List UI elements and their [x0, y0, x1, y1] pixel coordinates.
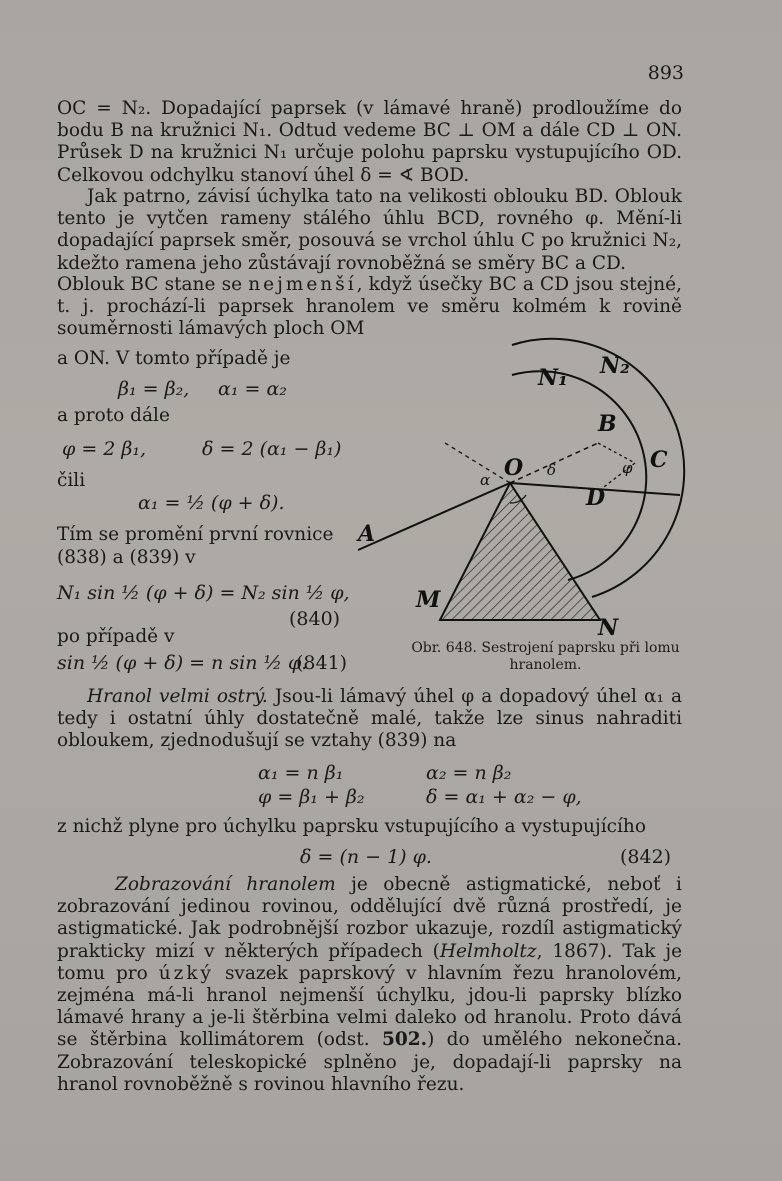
text-z-nichz: z nichž plyne pro úchylku paprsku vstupujícího a vystupujícího [57, 816, 646, 837]
prism-figure [350, 335, 690, 645]
text-po: po případě v [57, 626, 175, 647]
equation-840: N₁ sin ½ (φ + δ) = N₂ sin ½ φ, [57, 582, 350, 604]
text-proto: a proto dále [57, 405, 170, 426]
equation-alpha: α₁ = α₂ [218, 378, 287, 400]
equation-phi2: φ = β₁ + β₂ [258, 786, 365, 808]
label-m: M [416, 587, 441, 613]
label-delta: δ [547, 461, 557, 479]
figure-caption: Obr. 648. Sestrojení paprsku při lomu hranolem. [411, 640, 680, 673]
equation-phi: φ = 2 β₁, [62, 438, 147, 460]
equation-alpha1: α₁ = ½ (φ + δ). [138, 492, 285, 514]
section-reference: 502. [382, 1029, 428, 1051]
text-fragment: je obecně astigmatické, neboť i zobrazování jedinou rovinou, oddělující dvě různá prostředí, je astigmatické. Jak podrobnější rozbor ukazuje, rozdíl astigmatický prakticky mizí v některých případech ( [57, 874, 682, 962]
label-alpha: α [480, 471, 491, 489]
text-fragment: Oblouk BC stane se [57, 274, 243, 295]
paragraph-deviation-arc: Jak patrno, závisí úchylka tato na velikosti oblouku BD. Oblouk tento je vytčen rameny stálého úhlu BCD, rovného φ. Mění-li dopadající paprsek směr, posouvá se vrchol úhlu C po kružnici N₂, kdežto ramena jeho zůstávají rovnoběžná se směry BC a CD. [57, 186, 682, 274]
label-a: A [358, 521, 376, 547]
text-fragment: Jsou-li lámavý úhel φ a dopadový úhel α₁ a tedy i ostatní úhly dostatečně malé, takže lze sinus nahraditi obloukem, zjednodušují se vztahy (839) na [57, 686, 682, 752]
paragraph-construction: OC = N₂. Dopadající paprsek (v lámavé hraně) prodloužíme do bodu B na kružnici N₁. Odtud vedeme BC ⊥ OM a dále CD ⊥ ON. Průsek D na kružnici N₁ určuje polohu paprsku vystupujícího OD. Celkovou odchylku stanoví úhel δ = ∢ BOD. [57, 98, 682, 186]
page-number: 893 [647, 62, 684, 84]
label-c: C [650, 447, 668, 473]
equation-a2: α₂ = n β₂ [426, 762, 512, 784]
label-phi: φ [622, 459, 633, 477]
emphasis-nejmensi: nejmenší [248, 274, 357, 295]
text-fragment: , 1867). Tak je tomu pro [57, 940, 683, 984]
equation-number-842: (842) [620, 846, 672, 868]
emphasis-uzky: úzký [158, 962, 215, 984]
equation-a1: α₁ = n β₁ [258, 762, 344, 784]
label-o: O [504, 455, 524, 481]
equation-delta: δ = 2 (α₁ − β₁) [202, 438, 342, 460]
equation-841: sin ½ (φ + δ) = n sin ½ φ. [57, 652, 308, 674]
text-case: a ON. V tomto případě je [57, 348, 291, 369]
equation-delta2: δ = α₁ + α₂ − φ, [426, 786, 582, 808]
text-tim-1: Tím se promění první rovnice [57, 524, 334, 545]
label-n1: N₁ [538, 365, 568, 391]
text-fragment: , když úsečky BC a CD jsou stejné, t. j. prochází-li paprsek hranolem ve směru kolmém k rovině souměrnosti lámavých ploch OM [57, 274, 682, 340]
equation-number-841: (841) [296, 652, 348, 674]
heading-imaging: Zobrazování hranolem [115, 874, 336, 895]
equation-842: δ = (n − 1) φ. [300, 846, 432, 868]
label-b: B [598, 411, 617, 437]
text-fragment: ) do umělého nekonečna. Zobrazování teleskopické splněno je, dopadají-li paprsky na hranol rovnoběžně s rovinou hlavního řezu. [57, 1029, 682, 1095]
text-fragment: svazek paprskový v hlavním řezu hranolovém, zejména má-li hranol nejmenší úchylku, jdou-li paprsky blízko lámavé hrany a je-li štěrbina velmi daleko od hranolu. Proto dává se štěrbina kollimátorem (odst. [57, 962, 682, 1051]
paragraph-imaging [57, 874, 682, 1096]
paragraph-minimum [57, 274, 682, 341]
citation-helmholtz: Helmholtz [439, 940, 537, 962]
label-n: N [598, 615, 619, 641]
label-d: D [586, 485, 606, 511]
heading-acute-prism: Hranol velmi ostrý. [87, 686, 268, 707]
paragraph-acute-prism [57, 686, 682, 753]
equation-beta: β₁ = β₂, [118, 378, 190, 400]
text-cili: čili [57, 470, 86, 491]
label-n2: N₂ [600, 353, 630, 379]
normal-line [445, 443, 510, 483]
text-tim-2: (838) a (839) v [57, 547, 196, 568]
equation-number-840: (840) [289, 608, 341, 630]
